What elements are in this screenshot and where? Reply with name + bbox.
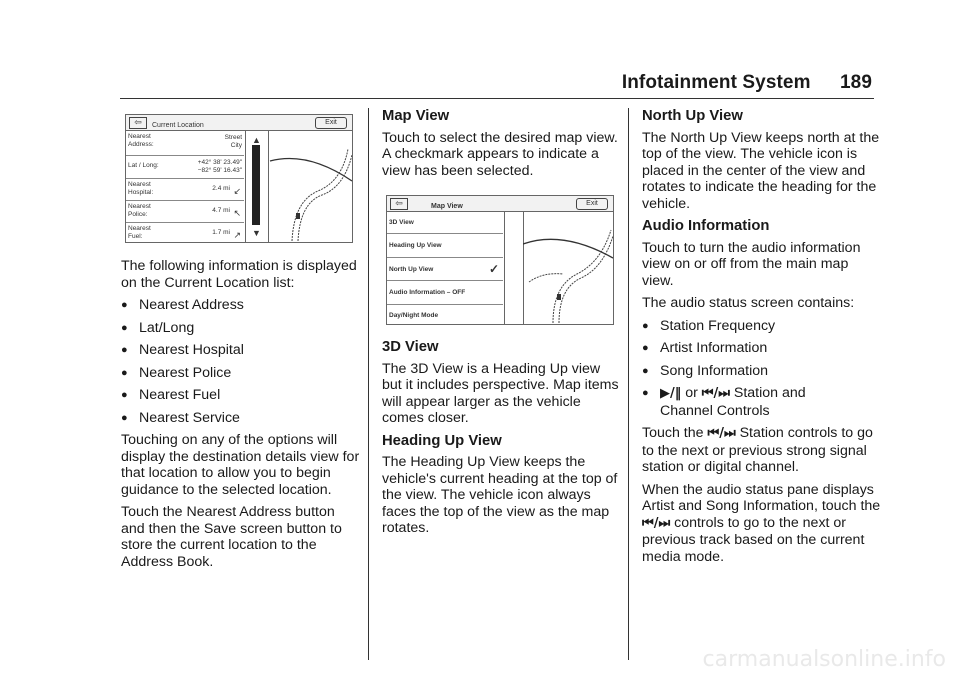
bullet-text: Nearest Address: [139, 297, 244, 313]
text-run: Information, touch the: [742, 498, 881, 514]
intro-text: The following information is displayed on the Current Location list:: [121, 258, 357, 291]
map-view-options: [387, 212, 503, 325]
list-item: [387, 258, 503, 281]
map-view-screen: [386, 195, 614, 325]
row-value: 2.4 mi: [212, 185, 230, 192]
controls-label: Station and: [733, 385, 806, 401]
list-item: [387, 305, 503, 325]
row-value: −82° 59' 16.43": [197, 166, 242, 174]
list-item: [126, 179, 244, 201]
heading-map-view: Map View: [382, 108, 450, 124]
bullet-text: Artist Information: [660, 340, 768, 356]
play-icon: ▶: [660, 386, 670, 401]
separator: /: [719, 426, 724, 441]
heading-heading-up-view: Heading Up View: [382, 432, 502, 449]
or-text: or: [685, 385, 698, 401]
separator: /: [670, 386, 675, 401]
option-label: Audio Information – OFF: [389, 289, 466, 296]
section-title: Infotainment System: [621, 72, 811, 93]
option-label: Heading Up View: [389, 242, 442, 249]
seek-back-icon: ⏮: [707, 426, 720, 441]
controls-label: Channel Controls: [660, 402, 770, 419]
column-divider-1: [368, 108, 369, 660]
text-run: Station controls to: [739, 425, 854, 441]
page-number: 189: [839, 72, 872, 93]
row-label: Address:: [128, 140, 154, 148]
row-value: Street: [224, 134, 242, 141]
paragraph: [642, 425, 882, 476]
list-item: [126, 223, 244, 244]
paragraph: Touch to select the desired map view. A checkmark appears to indicate a view has been selected.: [382, 129, 618, 179]
text-run: Touch the: [642, 425, 704, 441]
header-rule: [120, 98, 874, 99]
list-item: [387, 212, 503, 234]
scroll-down-icon: ▼: [252, 227, 261, 238]
paragraph: The audio status screen contains:: [642, 295, 855, 311]
row-value: 4.7 mi: [212, 207, 230, 214]
row-label: Lat / Long:: [128, 162, 159, 169]
back-arrow-icon: ⇦: [129, 117, 147, 129]
row-value: +42° 38' 23.49": [197, 159, 242, 166]
direction-arrow-icon: ↗: [233, 230, 241, 240]
list-item: ● Nearest Hospital: [121, 342, 244, 358]
bullet-text: Song Information: [660, 362, 769, 379]
list-item: ● Nearest Address: [121, 297, 244, 313]
current-location-screen: [125, 114, 353, 243]
column-3: [642, 108, 882, 571]
exit-button: Exit: [315, 117, 347, 129]
heading-3d-view: 3D View: [382, 339, 439, 355]
scroll-thumb: [252, 145, 260, 225]
paragraph: Touch to turn the audio information view on or off from the main map view.: [642, 239, 861, 289]
text-run: go to the next or previous strong signal station or digital channel.: [642, 425, 873, 475]
list-item: [387, 281, 503, 305]
column-divider-2: [628, 108, 629, 660]
scrollbar: [245, 131, 269, 242]
row-label: Police:: [128, 210, 148, 218]
row-label: Fuel:: [128, 232, 143, 240]
text-run: When the audio status pane displays Artist and Song: [642, 481, 874, 514]
seek-back-icon: ⏮: [701, 386, 714, 401]
list-item: ● Artist Information: [642, 340, 768, 356]
location-list: [126, 131, 244, 244]
bullet-text: Lat/Long: [139, 319, 195, 336]
paragraph: Touch the Nearest Address button and then the Save screen button to store the current location to the Address Book.: [121, 504, 342, 570]
list-item: ● Nearest Police: [121, 364, 232, 381]
screen-title-bar: [126, 115, 352, 131]
bullet-text: Station Frequency: [660, 317, 776, 334]
seek-forward-icon: ⏭: [723, 426, 736, 441]
heading-audio-information: Audio Information: [642, 218, 770, 234]
seek-forward-icon: ⏭: [658, 515, 671, 531]
row-label: Nearest: [128, 203, 151, 210]
paragraph: Touching on any of the options will display the destination details view for that location to allow you to begin guidance to the selected location.: [121, 432, 360, 498]
direction-arrow-icon: ↙: [233, 186, 241, 196]
seek-forward-icon: ⏭: [718, 386, 730, 401]
bullet-text: Nearest Fuel: [139, 387, 221, 403]
row-value: City: [230, 141, 242, 149]
paragraph: The Heading Up View keeps the vehicle's current heading at the top of the view. The vehicle icon always faces the top of the view as the map rotates.: [382, 454, 618, 536]
option-label: North Up View: [389, 266, 434, 273]
checkmark-icon: ✓: [488, 262, 499, 276]
column-1: [121, 108, 361, 576]
scroll-up-icon: ▲: [252, 135, 261, 145]
paragraph: The North Up View keeps north at the top of the view. The vehicle icon is placed in the center of the view and rotates to indicate the heading for the vehicle.: [642, 129, 880, 212]
separator: /: [713, 386, 719, 401]
list-item: ● Nearest Fuel: [121, 387, 221, 403]
option-label: Day/Night Mode: [389, 312, 439, 319]
list-item: [126, 131, 244, 156]
list-item: ● ▶/‖ or ⏮/⏭ Station and Channel Controls: [642, 385, 806, 419]
pause-icon: ‖: [674, 386, 682, 401]
list-item: [126, 156, 244, 179]
bullet-text: Nearest Hospital: [139, 342, 244, 358]
row-label: Nearest: [128, 133, 151, 140]
row-value: 1.7 mi: [212, 229, 230, 236]
screen-title: Map View: [431, 203, 463, 210]
back-arrow-icon: ⇦: [390, 198, 408, 210]
list-item: [387, 234, 503, 258]
direction-arrow-icon: ↖: [233, 208, 241, 218]
bullet-text: Nearest Police: [139, 364, 232, 381]
option-label: 3D View: [389, 219, 414, 226]
row-label: Nearest: [128, 181, 151, 188]
map-image: [523, 212, 613, 323]
watermark: carmanualsonline.info: [702, 647, 946, 672]
page-header: [622, 72, 872, 94]
bullet-text: Nearest Service: [139, 409, 240, 426]
exit-button: Exit: [576, 198, 608, 210]
map-image: [268, 131, 352, 241]
list-item: ● Station Frequency: [642, 317, 776, 334]
column-2: [382, 108, 622, 543]
heading-north-up-view: North Up View: [642, 108, 743, 124]
scrollbar: [504, 212, 524, 324]
row-label: Nearest: [128, 225, 151, 232]
paragraph: [642, 482, 882, 566]
screen-title-bar: [387, 196, 613, 212]
separator: /: [653, 515, 659, 531]
list-item: ● Lat/Long: [121, 319, 195, 336]
seek-back-icon: ⏮: [642, 515, 654, 531]
paragraph: The 3D View is a Heading Up view but it includes perspective. Map items will appear larger as the vehicle comes closer.: [382, 360, 619, 426]
list-item: [126, 201, 244, 223]
screen-title: Current Location: [152, 122, 204, 129]
list-item: ● Nearest Service: [121, 409, 240, 426]
list-item: ● Song Information: [642, 362, 769, 379]
text-run: controls to go to the next or previous track based on the current media mode.: [642, 514, 865, 565]
row-label: Hospital:: [128, 188, 154, 196]
